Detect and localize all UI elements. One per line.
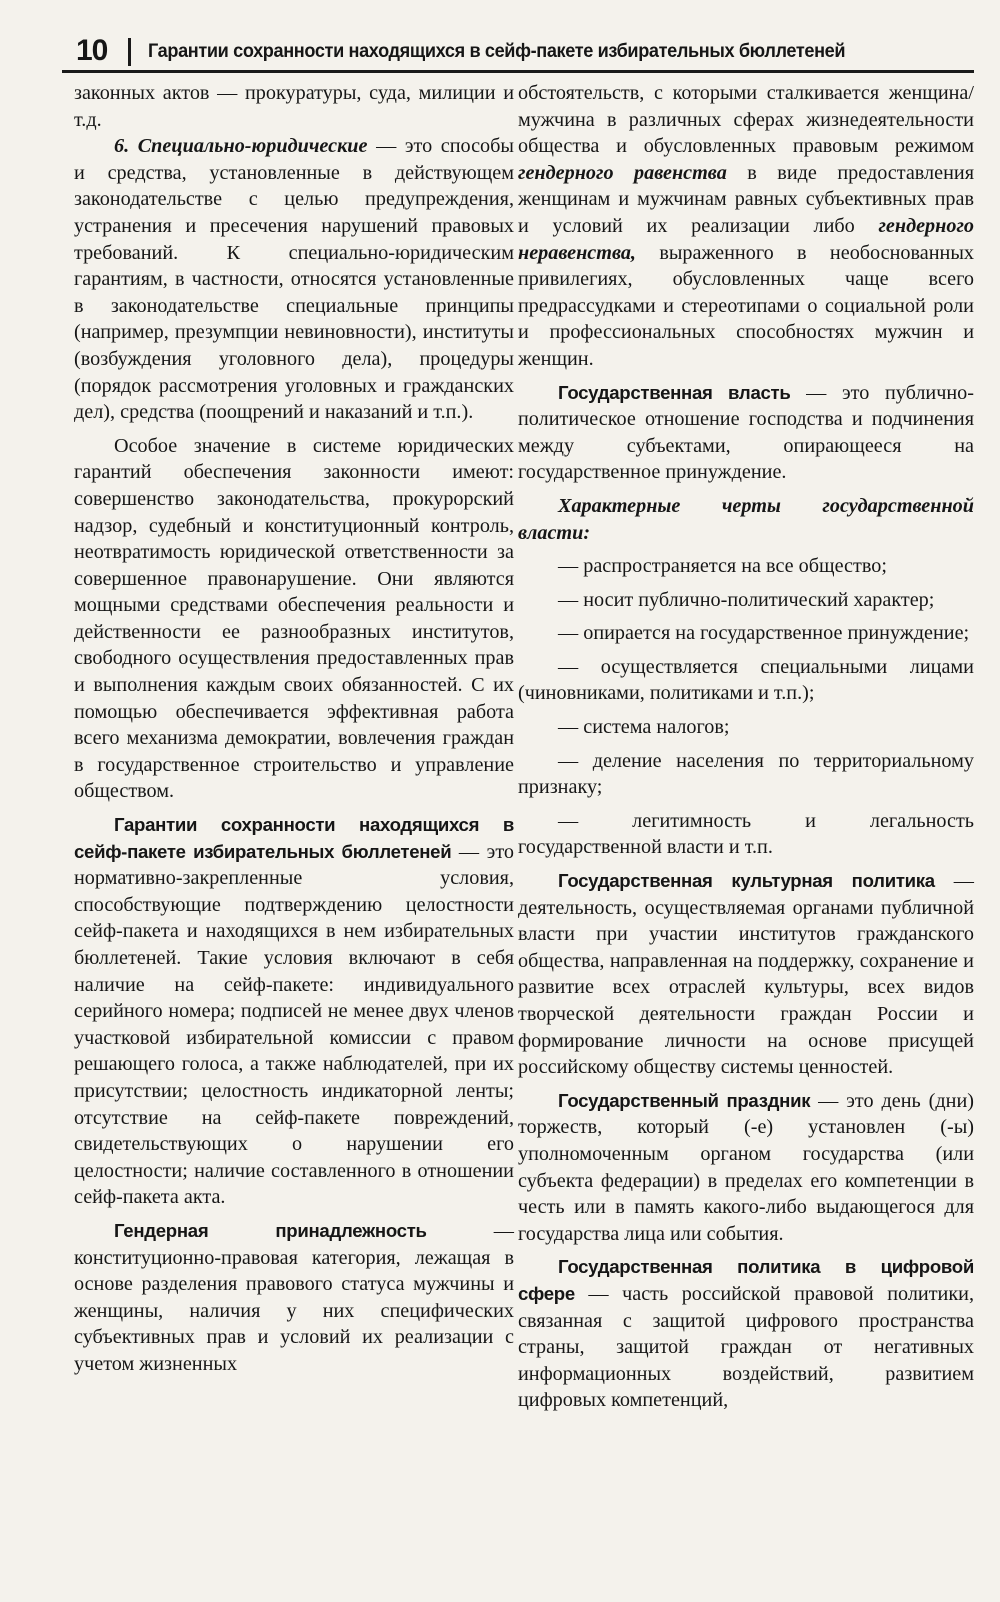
definition (518, 1088, 974, 1248)
paragraph (74, 80, 514, 133)
page-number: 10 (76, 34, 108, 67)
paragraph-text: в виде предоставления женщинам и мужчинам равных субъективных прав и условий их реализации либо (518, 161, 974, 237)
emphasis: гендерного неравенства, (518, 214, 974, 264)
paragraph (74, 133, 514, 426)
list-item: — опирается на государственное принуждение; (558, 622, 970, 645)
list-item: — носит публично-политический характер; (558, 588, 935, 611)
definition (518, 380, 974, 486)
definition-term: Гендерная принадлежность (114, 1219, 427, 1241)
paragraph-text: законных актов — прокуратуры, суда, милиции и т.д. (74, 82, 514, 131)
definition-text: — часть российской правовой политики, связанная с защитой цифрового пространства страны, защитой граждан от негативных информационных воздействий, развитием цифровых компетенций, (518, 1282, 974, 1412)
list-item: — распространяется на все общество; (558, 555, 887, 578)
list-item: — легитимность и легальность государственной власти и т.п. (518, 809, 974, 859)
definition-text: — это нормативно-закрепленные условия, способствующие подтверждению целостности сейф-пакета и находящихся в нем избирательных бюллетеней. Такие условия включают в себя наличие на сейф-пакете: индивидуального серийного номера; подписей не менее двух членов участковой избирательной комиссии с правом решающего голоса, а также наблюдателей, при их присутствии; целостность индикаторной ленты; отсутствие на сейф-пакете повреждений, свидетельствующих о нарушении его целостности; наличие составленного в отношении сейф-пакета акта. (74, 840, 514, 1209)
definition-text: — это день (дни) торжеств, который (-е) установлен (-ы) уполномоченным органом государства (или субъекта федерации) в пределах его компетенции в честь или в память какого-либо выдающегося для государства лица или события. (518, 1089, 974, 1245)
definition-text: — конституционно-правовая категория, лежащая в основе разделения правового статуса мужчины и женщины, наличия у них специфических субъективных прав и условий их реализации с учетом жизненных (74, 1219, 514, 1375)
emphasis: Характерные черты государственной власти: (518, 494, 974, 544)
definition-term: Государственный праздник (558, 1089, 811, 1111)
page-header (62, 34, 974, 74)
emphasis: гендерного равенства (518, 161, 727, 184)
definition (74, 812, 514, 1211)
definition-term: Государственная власть (558, 381, 791, 403)
emphasis: 6. Специально-юридические (114, 135, 368, 158)
list-item: — осуществляется специальными лицами (чиновниками, политиками и т.п.); (518, 655, 974, 705)
definition-term: Государственная культурная политика (558, 870, 935, 892)
definition-term: Государственная политика в цифровой сфере (518, 1256, 974, 1304)
paragraph-text: — это способы и средства, установленные в действующем законодательстве с целью предупреждения, устранения и пресечения нарушений правовых требований. К специально-юридическим гарантиям, в частности, относятся установленные в законодательстве специальные принципы (например, презумпции невиновности), институты (возбуждения уголовного дела), процедуры (порядок рассмотрения уголовных и гражданских дел), средства (поощрений и наказаний и т.п.). (74, 135, 514, 424)
paragraph (74, 433, 514, 805)
running-title: Гарантии сохранности находящихся в сейф-пакете избирательных бюллетеней (148, 40, 846, 62)
definition (74, 1218, 514, 1378)
list-heading (518, 493, 974, 546)
definition-text: — деятельность, осуществляемая органами публичной власти при участии институтов гражданского общества, направленная на поддержку, сохранение и развитие всех отраслей культуры, всех видов творческой деятельности граждан России и формирование личности на основе присущей российскому обществу системы ценностей. (518, 870, 974, 1079)
left-column (74, 80, 514, 1378)
list-item: — деление населения по территориальному признаку; (518, 749, 974, 799)
header-rule (62, 70, 974, 73)
paragraph-text: Особое значение в системе юридических гарантий обеспечения законности имеют: совершенство законодательства, прокурорский надзор, судебный и конституционный контроль, неотвратимость юридической ответственности за совершенное правонарушение. Они являются мощными средствами обеспечения реальности и действенности ее разнообразных институтов, свободного осуществления предоставленных прав и выполнения каждым своих обязанностей. С их помощью обеспечивается эффективная работа всего механизма демократии, вовлечения граждан в государственное строительство и управление обществом. (74, 434, 514, 803)
header-separator (128, 38, 131, 66)
definition-text: — это публично-политическое отношение господства и подчинения между субъектами, опирающееся на государственное принуждение. (518, 381, 974, 484)
list-item: — система налогов; (558, 716, 730, 739)
paragraph-text: обстоятельств, с которыми сталкивается женщина/мужчина в различных сферах жизнедеятельности общества и обусловленных правовым режимом (518, 82, 974, 158)
paragraph (518, 80, 974, 373)
definition-term: Гарантии сохранности находящихся в сейф-пакете избирательных бюллетеней (74, 814, 514, 862)
definition (518, 868, 974, 1081)
right-column (518, 80, 974, 1414)
definition (518, 1254, 974, 1414)
paragraph-text: выраженного в необоснованных привилегиях, обусловленных чаще всего предрассудками и стереотипами о социальной роли и профессиональных способностях мужчин и женщин. (518, 241, 974, 370)
